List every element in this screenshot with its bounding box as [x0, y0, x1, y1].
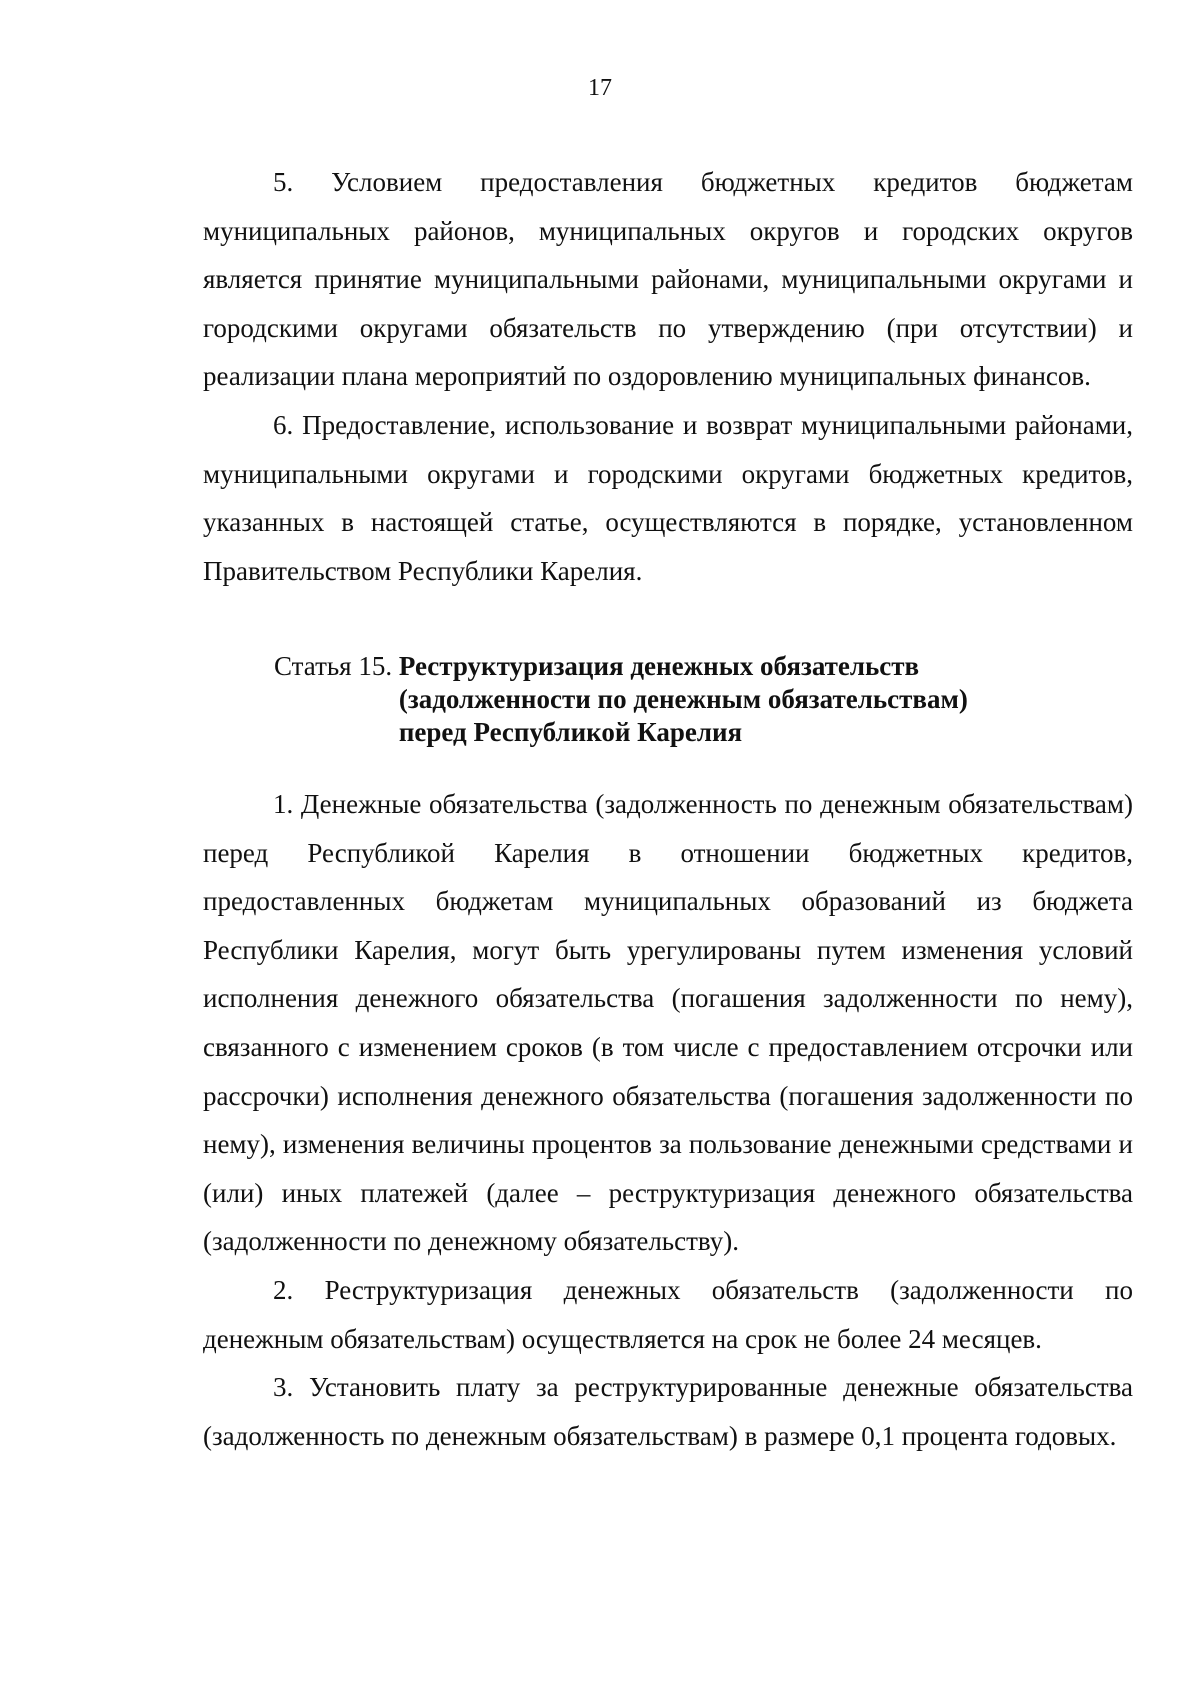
- article-heading: [274, 650, 1134, 749]
- paragraph-item-5: 5. Условием предоставления бюджетных кредитов бюджетам муниципальных районов, муниципальных округов и городских округов является принятие муниципальными районами, муниципальными округами и городскими округами обязательств по утверждению (при отсутствии) и реализации плана мероприятий по оздоровлению муниципальных финансов.: [203, 167, 1133, 392]
- article-title: Реструктуризация денежных обязательств (задолженности по денежным обязательствам) перед Республикой Карелия: [398, 651, 968, 747]
- article-paragraphs: [203, 780, 1133, 1460]
- article-paragraph-1: 1. Денежные обязательства (задолженность по денежным обязательствам) перед Республикой Карелия в отношении бюджетных кредитов, предоставленных бюджетам муниципальных образований из бюджета Республики Карелия, могут быть урегулированы путем изменения условий исполнения денежного обязательства (погашения задолженности по нему), связанного с изменением сроков (в том числе с предоставлением отсрочки или рассрочки) исполнения денежного обязательства (погашения задолженности по нему), изменения величины процентов за пользование денежными средствами и (или) иных платежей (далее – реструктуризация денежного обязательства (задолженности по денежному обязательству).: [203, 789, 1133, 1257]
- page-number: 17: [588, 75, 612, 101]
- article-paragraph-3: 3. Установить плату за реструктурированные денежные обязательства (задолженность по денежным обязательствам) в размере 0,1 процента годовых.: [203, 1372, 1133, 1451]
- article-paragraph-2: 2. Реструктуризация денежных обязательств (задолженности по денежным обязательствам) осуществляется на срок не более 24 месяцев.: [203, 1274, 1133, 1354]
- top-paragraphs: [203, 158, 1133, 595]
- article-number: Статья 15.: [274, 651, 399, 681]
- paragraph-item-6: 6. Предоставление, использование и возврат муниципальными районами, муниципальными округами и городскими округами бюджетных кредитов, указанных в настоящей статье, осуществляются в порядке, установленном Правительством Республики Карелия.: [203, 409, 1133, 586]
